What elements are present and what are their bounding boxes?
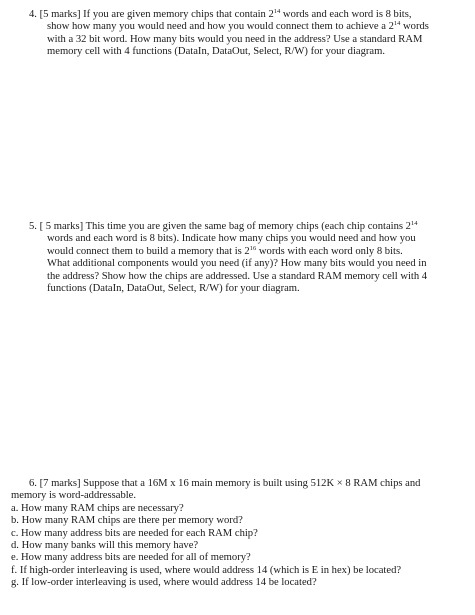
q4-line-2	[29, 21, 465, 33]
q5-line-1	[29, 221, 465, 233]
q5-line-3-exponent: 16	[249, 244, 257, 252]
q6-item-f: f. If high-order interleaving is used, where would address 14 (which is E in hex) be located?	[11, 564, 402, 576]
q4-line-1-text-end: words and each word is 8 bits,	[280, 9, 412, 20]
q5-line-3	[29, 246, 465, 258]
q5-line-3-text-end: words with each word only 8 bits.	[256, 245, 403, 257]
q5-line-1-text: 5. [ 5 marks] This time you are given the same bag of memory chips (each chip contains 2	[29, 221, 411, 232]
q4-line-1-text: 4. [5 marks] If you are given memory chips that contain 2	[29, 9, 274, 20]
q6-item-d: d. How many banks will this memory have?	[11, 540, 199, 552]
q6-item-b: b. How many RAM chips are there per memory word?	[11, 515, 243, 527]
q6-item-g: g. If low-order interleaving is used, where would address 14 be located?	[11, 577, 317, 589]
q6-line-2: memory is word-addressable.	[11, 490, 137, 502]
question-4	[29, 9, 465, 59]
q5-line-1-exponent: 14	[410, 220, 418, 227]
question-6	[11, 478, 467, 590]
q4-line-2-exponent: 14	[393, 20, 401, 28]
q4-line-4: memory cell with 4 functions (DataIn, DataOut, Select, R/W) for your diagram.	[47, 46, 386, 58]
q6-item-a: a. How many RAM chips are necessary?	[11, 502, 184, 514]
q4-line-1-exponent: 14	[273, 8, 281, 15]
q5-line-6: functions (DataIn, DataOut, Select, R/W) for your diagram.	[47, 283, 300, 295]
q5-line-5: the address? Show how the chips are addressed. Use a standard RAM memory cell with 4	[47, 270, 428, 282]
q5-line-4: What additional components would you need (if any)? How many bits would you need in	[47, 258, 427, 270]
q4-line-3: with a 32 bit word. How many bits would you need in the address? Use a standard RAM	[47, 33, 423, 45]
q6-item-e: e. How many address bits are needed for all of memory?	[11, 552, 251, 564]
q5-line-2: words and each word is 8 bits). Indicate how many chips you would need and how you	[47, 233, 416, 245]
q5-line-3-text: would connect them to build a memory that is 2	[47, 245, 250, 257]
q4-line-2-text: show how many you would need and how you would connect them to achieve a 2	[47, 21, 394, 33]
q6-line-1: 6. [7 marks] Suppose that a 16M x 16 main memory is built using 512K × 8 RAM chips and	[29, 478, 421, 489]
q6-item-c: c. How many address bits are needed for each RAM chip?	[11, 527, 258, 539]
question-5	[29, 221, 465, 295]
q4-line-2-text-end: words	[400, 21, 429, 33]
